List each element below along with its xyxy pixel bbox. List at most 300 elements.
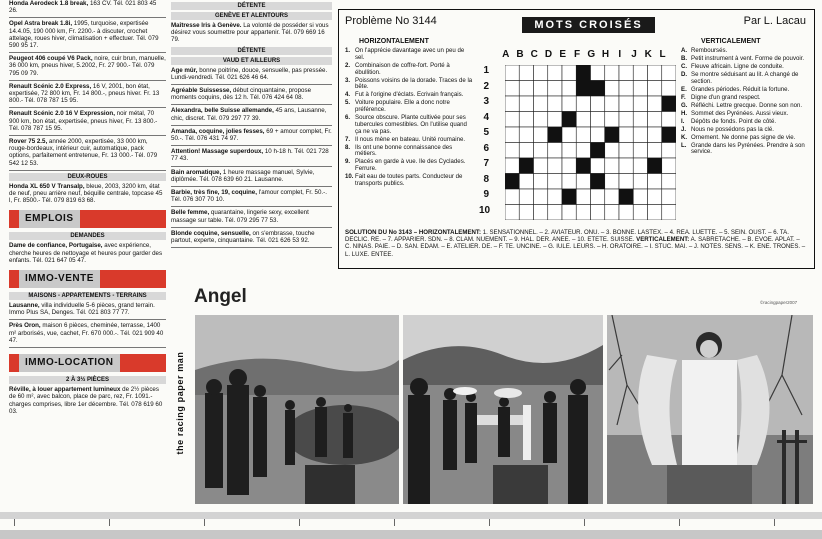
vertical-clue [681, 111, 809, 118]
detente-ad-text: 10 h-18 h. Tél. 021 728 77 43. [171, 148, 329, 163]
grid-cell [591, 112, 605, 128]
detente-ad-text: bonne poitrine, douce, sensuelle, pas pressée. Lundi-vendredi. Tél. 021 626 46 64. [171, 66, 328, 81]
grid-cell [619, 81, 633, 97]
horizontal-heading: HORIZONTALEMENT [359, 38, 429, 45]
grid-cell [519, 174, 533, 190]
immo-ad-lead: Près Oron, [9, 322, 41, 330]
grid-cell [633, 112, 647, 128]
vertical-clue-number: G. [681, 101, 688, 109]
grid-cell [648, 65, 662, 81]
grid-cell [548, 189, 562, 205]
horizontal-clue-text: On l'apprécie davantage avec un peu de sel. [355, 47, 465, 61]
horizontal-clue [345, 78, 473, 92]
grid-black-cell [619, 189, 633, 205]
horizontal-clue-number: 8. [345, 143, 351, 151]
section-emplois-red-left [9, 210, 19, 228]
grid-cell [548, 112, 562, 128]
car-ad [9, 55, 166, 77]
vertical-heading: VERTICALEMENT [701, 38, 761, 45]
grid-row-number: 10 [479, 204, 491, 216]
grid-column-letter: L [659, 49, 666, 60]
grid-cell [662, 205, 676, 221]
car-ad [9, 83, 166, 105]
vertical-clue-number: E. [681, 85, 687, 93]
grid-cell [519, 65, 533, 81]
grid-cell [505, 143, 519, 159]
detente-ad [171, 230, 332, 244]
section-immo-location-red-right [120, 354, 166, 372]
deux-roues-bar: DEUX-ROUES [9, 173, 166, 181]
car-ad-lead: Peugeot 406 coupé V6 Pack, [9, 55, 93, 63]
grid-cell [505, 189, 519, 205]
grid-black-cell [591, 81, 605, 97]
car-ad-text: 1995, turquoise, expertisée 14.4.05, 190 000 km, Fr. 2200.- à discuter, crochet attelage, roues hiver, climatisation + effectuer. Tél. 079 590 95 17. [9, 20, 159, 50]
grid-cell [662, 112, 676, 128]
grid-cell [619, 112, 633, 128]
grid-cell [548, 205, 562, 221]
vertical-clue-text: Nous ne possédons pas la clé. [691, 125, 774, 133]
moto-ad [9, 183, 166, 205]
grid-cell [576, 112, 590, 128]
detente-bar: DÉTENTE [171, 2, 332, 10]
vertical-clue-text: Remboursés. [691, 47, 728, 54]
grid-cell [534, 112, 548, 128]
bottom-tick [489, 519, 490, 526]
vertical-clue-text: Digne d'un grand respect. [691, 93, 761, 101]
car-ad [9, 20, 166, 49]
car-ad-text: année 2000, expertisée, 33 000 km, rouge-bordeaux, intérieur cuir, automatique, pack options, parfaitement entretenue, Fr. 13 000.- Tél. 079 542 12 53. [9, 138, 158, 167]
vertical-clue-number: H. [681, 109, 688, 117]
vertical-clue-number: L. [681, 141, 687, 149]
grid-cell [605, 174, 619, 190]
grid-cell [605, 65, 619, 81]
grid-cell [519, 205, 533, 221]
car-ad-text: noir métal, 70 900 km, bon état, expertisée, pneus hiver, Fr. 13 800.- Tél. 078 787 15 95. [9, 110, 158, 132]
grid-column-letter: F [573, 49, 581, 60]
grid-cell [605, 205, 619, 221]
geneve-bar: GENÈVE ET ALENTOURS [171, 12, 332, 20]
grid-cell [591, 205, 605, 221]
grid-black-cell [591, 174, 605, 190]
grid-row-number: 2 [483, 80, 489, 92]
grid-black-cell [519, 158, 533, 174]
vertical-clue-text: Dépôts de fonds. Point de côté. [691, 117, 777, 125]
grid-row-number: 3 [483, 96, 489, 107]
detente-ad-text: 69 + amour complet, Fr. 50.-. Tél. 076 431 74 97. [171, 127, 332, 143]
grid-cell [548, 96, 562, 112]
location-ad [9, 386, 166, 415]
grid-cell [505, 205, 519, 221]
vertical-clue [681, 103, 809, 110]
bottom-gray-band-lower [0, 530, 822, 539]
section-emplois [9, 210, 166, 228]
vertical-clue-number: B. [681, 54, 688, 62]
horizontal-clues [345, 48, 473, 189]
ad-separator [9, 319, 166, 320]
ad-separator [9, 52, 166, 53]
bottom-tick [109, 519, 110, 526]
grid-black-cell [548, 127, 562, 143]
ad-separator [9, 135, 166, 136]
grid-cell [648, 81, 662, 97]
grid-black-cell [648, 158, 662, 174]
grid-cell [605, 158, 619, 174]
demandes-bar: DEMANDES [9, 232, 166, 240]
vertical-clue-number: I. [681, 117, 685, 125]
bottom-tick [14, 519, 15, 526]
detente-ad [171, 107, 332, 121]
grid-column-letter: E [559, 49, 567, 60]
grid-row-number: 4 [483, 111, 489, 123]
grid-column-letter: J [631, 49, 637, 60]
detente-ad-lead: Amanda, coquine, jolies fesses, [171, 127, 265, 135]
solution-lead: SOLUTION DU No 3143 – HORIZONTALEMENT: [345, 229, 481, 236]
grid-cell [562, 143, 576, 159]
grid-cell [519, 189, 533, 205]
grid-cell [633, 96, 647, 112]
solution-vertical-lead: VERTICALEMENT: [636, 236, 690, 244]
vertical-clue [681, 119, 809, 126]
detente-ad-lead: Age mûr, [171, 66, 198, 74]
grid-cell [648, 205, 662, 221]
grid-cell [562, 174, 576, 190]
grid-cell [562, 127, 576, 143]
grid-cell [605, 96, 619, 112]
grid-row-number: 5 [483, 127, 489, 138]
horizontal-clue [345, 137, 473, 144]
grid-cell [591, 96, 605, 112]
grid-cell [662, 158, 676, 174]
grid-cell [605, 189, 619, 205]
horizontal-clue-text: Voiture populaire. Elle a donc notre préférence. [355, 99, 450, 114]
grid-column-letter: D [544, 49, 553, 60]
detente-ad [171, 22, 332, 44]
pieces-bar: 2 À 3½ PIÈCES [9, 376, 166, 384]
horizontal-clue-number: 3. [345, 76, 351, 84]
car-ad [9, 138, 166, 167]
ad-separator [171, 84, 332, 85]
detente-ad-lead: Belle femme, [171, 209, 210, 217]
detente-ad [171, 148, 332, 162]
crossword-grid [505, 65, 676, 220]
article-title: Angel [194, 286, 247, 307]
grid-column-letter: I [618, 49, 622, 60]
detente-ad [171, 67, 332, 81]
grid-cell [519, 127, 533, 143]
grid-cell [534, 158, 548, 174]
grid-row-number: 9 [483, 189, 489, 200]
grid-cell [591, 189, 605, 205]
grid-cell [534, 174, 548, 190]
photo-angel-statue [607, 315, 813, 504]
vertical-clue [681, 127, 809, 134]
vertical-clue-number: D. [681, 70, 688, 78]
horizontal-clue-text: Ils ont une bonne connaissance des métiers. [355, 143, 453, 158]
grid-black-cell [576, 65, 590, 81]
car-ad-lead: Opel Astra break 1.8i, [9, 20, 73, 28]
ad-separator [9, 107, 166, 108]
grid-cell [548, 81, 562, 97]
section-immo-vente-red-right [100, 270, 166, 288]
grid-cell [605, 112, 619, 128]
detente-ad-text: début cinquantaine, propose moments coquins, dès 12 h. Tél. 076 424 64 08. [171, 87, 312, 102]
detente-ad [171, 169, 332, 183]
vertical-clue-text: Ornement. Ne donne pas signe de vie. [691, 133, 796, 141]
grid-cell [534, 205, 548, 221]
grid-cell [505, 65, 519, 81]
grid-black-cell [576, 81, 590, 97]
grid-cell [562, 81, 576, 97]
grid-column-letter: B [516, 49, 524, 60]
vertical-clue [681, 143, 809, 157]
vertical-clue [681, 87, 809, 94]
grid-row-number: 6 [483, 142, 489, 154]
grid-row-number: 7 [483, 158, 489, 169]
ad-separator [9, 80, 166, 81]
grid-cell [548, 65, 562, 81]
detente-ad [171, 209, 332, 223]
grid-cell [619, 65, 633, 81]
detente-bar-2: DÉTENTE [171, 47, 332, 55]
car-ad-text: noire, cuir brun, manuelle, 36 000 km, pneus hiver, 5.2002, Fr. 27 900.- Tél. 079 795 09 79. [9, 55, 166, 77]
grid-cell [519, 96, 533, 112]
grid-black-cell [562, 189, 576, 205]
grid-cell [619, 143, 633, 159]
grid-cell [505, 158, 519, 174]
car-ad [9, 0, 166, 14]
section-immo-location-red-left [9, 354, 19, 372]
vertical-clue-number: J. [681, 125, 687, 133]
grid-cell [519, 112, 533, 128]
ad-separator [9, 347, 166, 348]
solution-vertical: A. SABRETACHE. – B. EVOE. APLAT. – C. NINAS. PAIE. – D. SAN. EDAM. – E. ATELIER. DE. – F. TE. UNCINE. – G. IULE. LEURS. – H. ORATOIRE. – I. STUC. MAI. – J. NOTES. SENS. – K. ENE. TRONES. – L. LUXE. ENTEE. [345, 236, 806, 258]
grid-cell [576, 143, 590, 159]
horizontal-clue-text: Source obscure. Plante cultivée pour ses tubercules comestibles. On l'utilise quand ça ne va pas. [355, 114, 467, 135]
grid-cell [633, 189, 647, 205]
grid-cell [534, 143, 548, 159]
grid-cell [633, 174, 647, 190]
horizontal-clue [345, 48, 473, 62]
grid-cell [605, 143, 619, 159]
grid-cell [619, 158, 633, 174]
immo-ad-text: maison 6 pièces, cheminée, terrasse, 1400 m² arborisés, vue, cachet, Fr. 670 000.-. Tél. 021 909 40 47. [9, 322, 164, 344]
moto-ad-lead: Honda XL 650 V Transalp, [9, 182, 85, 190]
horizontal-clue [345, 100, 473, 114]
grid-cell [619, 96, 633, 112]
crossword-author: Par L. Lacau [743, 15, 806, 27]
grid-black-cell [662, 127, 676, 143]
grid-cell [633, 158, 647, 174]
detente-ad-lead: Barbie, très fine, 19, coquine, [171, 189, 257, 197]
horizontal-clue-number: 7. [345, 135, 351, 143]
photo-funeral-procession [403, 315, 603, 504]
detente-ad-lead: Agréable Suissesse, [171, 87, 232, 95]
crossword-banner: MOTS CROISÉS [522, 17, 655, 33]
detente-ad-lead: Bain aromatique, [171, 168, 222, 176]
grid-cell [648, 112, 662, 128]
grid-column-letter: H [601, 49, 610, 60]
immo-ad-text: villa individuelle 5-6 pièces, grand terrain. Immo Plus SA, Denges. Tél. 021 803 77 77. [9, 302, 155, 317]
bottom-tick [204, 519, 205, 526]
grid-cell [562, 205, 576, 221]
horizontal-clue [345, 115, 473, 135]
solution-horizontal: 1. SENSATIONNEL. – 2. AVIATEUR. ONU. – 3. BONNE. LASTEX. – 4. REA. LUETTE. – 5. SEIN. OUST. – 6. TA. DECLIC. RE. – 7. APPARIER. SDN. – 8. CLAM. NUEMENT. – 9. HAL. DER. ANEE. – 10. ETETE. SUISSE. [345, 229, 789, 244]
vertical-clue-text: Fleuve africain. Ligne de conduite. [691, 62, 784, 70]
detente-ad [171, 128, 332, 142]
vertical-clue [681, 72, 809, 86]
grid-column-letter: G [587, 49, 596, 60]
vertical-clue [681, 56, 809, 63]
grid-black-cell [605, 127, 619, 143]
grid-cell [648, 127, 662, 143]
detente-ad-text: quarantaine, lingerie sexy, excellent massage sur table. Tél. 079 295 77 53. [171, 209, 309, 224]
car-ad-lead: Honda Aerodeck 1.8 break, [9, 0, 89, 7]
grid-row-number: 1 [483, 65, 489, 76]
grid-cell [662, 189, 676, 205]
job-ad-text: avec expérience, cherche heures de nettoyage et heures pour garder des enfants. Tél. 021 647 05 47. [9, 242, 163, 264]
grid-cell [562, 158, 576, 174]
grid-cell [562, 65, 576, 81]
grid-cell [619, 205, 633, 221]
detente-ad-text: l'amour complet, Fr. 50.-. Tél. 076 307 70 10. [171, 189, 327, 204]
horizontal-clue-text: Fait eau de toutes parts. Conducteur de transports publics. [355, 173, 463, 188]
section-emplois-label: EMPLOIS [19, 210, 80, 228]
horizontal-clue-text: Poissons voisins de la dorade. Traces de la bête. [355, 76, 473, 91]
immo-ad [9, 302, 166, 316]
ad-separator [9, 17, 166, 18]
ad-separator [171, 166, 332, 167]
moto-ad-text: bleue, 2003, 3200 km, état de neuf, pneu arrière neuf, béquille centrale, topcase 45 l, Fr. 8500.- Tél. 079 819 63 68. [9, 182, 163, 205]
grid-cell [662, 143, 676, 159]
horizontal-clue [345, 159, 473, 173]
detente-ad [171, 189, 332, 203]
detente-ad-text: on s'embrasse, touche partout, experte, cinquantaine. Tél. 021 626 53 92. [171, 229, 315, 245]
section-emplois-red-right [80, 210, 166, 228]
grid-cell [534, 127, 548, 143]
grid-black-cell [662, 96, 676, 112]
grid-column-letter: C [530, 49, 538, 60]
grid-cell [619, 127, 633, 143]
grid-column-letter: K [644, 49, 652, 60]
grid-cell [633, 143, 647, 159]
grid-cell [505, 96, 519, 112]
horizontal-clue-number: 2. [345, 61, 351, 69]
section-immo-vente-label: IMMO-VENTE [19, 270, 100, 288]
grid-cell [605, 81, 619, 97]
grid-cell [633, 81, 647, 97]
detente-ad-lead: Alexandra, belle Suisse allemande, [171, 107, 274, 115]
section-immo-vente [9, 270, 166, 288]
grid-cell [519, 81, 533, 97]
grid-cell [576, 205, 590, 221]
grid-cell [662, 65, 676, 81]
section-immo-vente-red-left [9, 270, 19, 288]
detente-ad [171, 87, 332, 101]
ad-separator [171, 247, 332, 248]
immo-ad [9, 322, 166, 344]
grid-cell [576, 189, 590, 205]
grid-cell [576, 96, 590, 112]
grid-cell [648, 174, 662, 190]
bottom-gray-band [0, 512, 822, 519]
grid-cell [562, 96, 576, 112]
vertical-clues [681, 48, 809, 157]
horizontal-clue-number: 10. [345, 173, 354, 181]
grid-cell [505, 127, 519, 143]
grid-column-letter: A [502, 49, 510, 60]
section-immo-location [9, 354, 166, 372]
vertical-clue-text: Réfléchi. Lettre grecque. Donne son non. [691, 101, 803, 109]
vaud-bar: VAUD ET AILLEURS [171, 57, 332, 65]
classifieds-column-left [9, 0, 166, 505]
grid-cell [519, 143, 533, 159]
ad-separator [171, 104, 332, 105]
grid-cell [662, 81, 676, 97]
vertical-clue-number: F. [681, 93, 686, 101]
vertical-clue-text: Grande dans les Pyrénées. Prendre à son service. [691, 141, 805, 156]
bottom-tick [584, 519, 585, 526]
car-ad-lead: Renault Scénic 2.0 16 V Expression, [9, 110, 115, 118]
vertical-clue [681, 64, 809, 71]
vertical-clue-text: Se montre séduisant au lit. A changé de section. [691, 70, 799, 85]
horizontal-clue [345, 145, 473, 159]
horizontal-clue-text: Combinaison de coffre-fort. Porté à ébullition. [355, 61, 450, 76]
grid-black-cell [505, 174, 519, 190]
horizontal-clue-number: 4. [345, 91, 351, 99]
horizontal-clue-text: Fut à l'origine d'éclats. Ecrivain français. [355, 91, 464, 99]
photo-credit: ©racingpaper2007 [760, 300, 798, 305]
grid-cell [534, 96, 548, 112]
grid-cell [591, 127, 605, 143]
vertical-clue-text: Petit instrument à vent. Forme de pouvoir. [691, 54, 805, 62]
ad-separator [171, 125, 332, 126]
horizontal-clue-number: 5. [345, 99, 351, 107]
car-ad-text: 16 V, 2001, bon état, expertisée, 72 800 km, Fr. 14 800.-, pneus hiver. Fr. 13 800.- Tél. 078 787 15 95. [9, 82, 160, 105]
crossword-solution [345, 229, 807, 258]
grid-cell [648, 96, 662, 112]
horizontal-clue [345, 92, 473, 99]
grid-cell [648, 189, 662, 205]
grid-cell [633, 127, 647, 143]
vertical-clue [681, 48, 809, 55]
car-ad-text: 163 CV. Tél. 021 803 45 26. [9, 0, 157, 15]
bottom-tick [394, 519, 395, 526]
horizontal-clue [345, 63, 473, 77]
grid-cell [505, 112, 519, 128]
detente-ad-text: La volonté de posséder si vous désirez vous soumettre pour appartenir. Tél. 079 669 16 79. [171, 22, 329, 44]
detente-ad-text: 45 ans, Lausanne, chic, discret. Tél. 079 297 77 39. [171, 107, 327, 122]
vertical-clue-text: Grandes périodes. Réduit la fortune. [691, 85, 790, 93]
detente-ad-lead: Blonde coquine, sensuelle, [171, 229, 251, 237]
crossword-block [338, 9, 815, 269]
immo-ad-lead: Lausanne, [9, 302, 40, 310]
horizontal-clue-number: 1. [345, 47, 351, 54]
horizontal-clue [345, 174, 473, 188]
grid-row-number: 8 [483, 173, 489, 185]
grid-cell [648, 143, 662, 159]
bottom-tick [299, 519, 300, 526]
maisons-bar: MAISONS - APPARTEMENTS - TERRAINS [9, 292, 166, 300]
crossword-problem-title: Problème No 3144 [345, 15, 437, 27]
horizontal-clue-text: Placés en garde à vue. Ile des Cyclades. Ferrure. [355, 158, 466, 173]
ad-separator [171, 206, 332, 207]
bottom-tick [679, 519, 680, 526]
detente-ad-text: 1 heure massage manuel, Sylvie, diplômée. Tél. 078 639 60 21. Lausanne. [171, 168, 315, 183]
horizontal-clue-number: 9. [345, 158, 351, 166]
bottom-tick [774, 519, 775, 526]
grid-cell [534, 189, 548, 205]
job-ad-lead: Dame de confiance, Portugaise, [9, 242, 103, 250]
